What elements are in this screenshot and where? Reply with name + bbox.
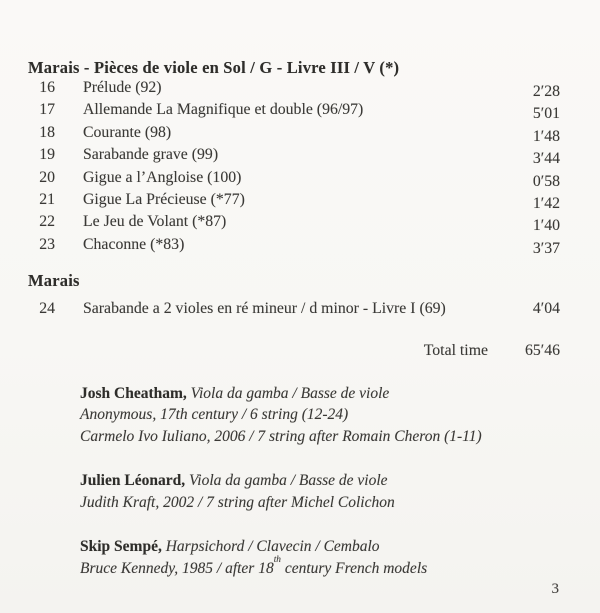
performer-name: Julien Léonard, — [80, 472, 186, 490]
track-number: 20 — [39, 168, 55, 186]
track-number: 23 — [39, 235, 55, 253]
instrument-line: Judith Kraft, 2002 / 7 string after Michel Colichon — [80, 493, 395, 511]
track-time: 2′28 — [532, 83, 560, 100]
instrument-line-post: century French models — [280, 559, 428, 577]
section-heading-livre-iii: Marais - Pièces de viole en Sol / G - Livre III / V (*) — [28, 58, 400, 77]
track-title: Gigue a l’Angloise (100) — [83, 168, 242, 186]
track-number: 18 — [39, 123, 55, 141]
track-title: Sarabande a 2 violes en ré mineur / d minor - Livre I (69) — [83, 300, 446, 318]
performer-role: Harpsichord / Clavecin / Cembalo — [165, 538, 380, 556]
track-title: Gigue La Précieuse (*77) — [83, 191, 245, 209]
performer-role: Viola da gamba / Basse de viole — [188, 472, 388, 490]
performer-role: Viola da gamba / Basse de viole — [190, 384, 390, 402]
track-row — [28, 167, 560, 189]
instrument-line-pre: Bruce Kennedy, 1985 / after 18 — [80, 559, 274, 577]
instrument-line: Anonymous, 17th century / 6 string (12-24) — [80, 406, 349, 424]
credit-headline — [80, 383, 560, 405]
track-title: Courante (98) — [83, 123, 172, 141]
track-title: Chaconne (*83) — [83, 235, 185, 253]
track-row — [28, 99, 560, 121]
credit-headline — [80, 470, 560, 492]
page-number: 3 — [551, 581, 559, 597]
performer-name: Skip Sempé, — [80, 538, 162, 556]
credit-skip-sempe — [80, 536, 560, 579]
credit-julien-leonard — [80, 470, 560, 513]
track-time: 5′01 — [532, 105, 560, 123]
track-row — [28, 122, 560, 144]
section-heading-marais: Marais — [28, 271, 80, 291]
track-title: Prélude (92) — [83, 79, 162, 96]
tracklist-livre-iii — [28, 77, 560, 256]
track-title: Allemande La Magnifique et double (96/97) — [83, 101, 364, 119]
credit-josh-cheatham — [80, 383, 560, 448]
track-number: 24 — [39, 300, 55, 318]
track-title: Sarabande grave (99) — [83, 146, 219, 164]
credits — [80, 383, 560, 580]
track-row — [28, 234, 560, 256]
track-number: 19 — [39, 146, 55, 164]
total-time-row — [28, 341, 560, 361]
track-row — [28, 189, 560, 211]
track-row — [28, 211, 560, 233]
track-row — [28, 298, 560, 320]
performer-name: Josh Cheatham, — [80, 384, 187, 402]
track-title: Le Jeu de Volant (*87) — [83, 213, 227, 231]
credit-headline — [80, 536, 560, 558]
track-time: 1′48 — [532, 127, 560, 145]
track-row — [28, 77, 560, 99]
track-row — [28, 144, 560, 166]
track-time: 0′58 — [532, 172, 560, 190]
ordinal-superscript: th — [273, 555, 281, 566]
track-time: 1′40 — [532, 217, 560, 235]
instrument-line — [80, 555, 560, 580]
instrument-line: Carmelo Ivo Iuliano, 2006 / 7 string after Romain Cheron (1-11) — [80, 427, 482, 445]
track-number: 16 — [39, 79, 55, 96]
track-time: 1′42 — [532, 195, 560, 213]
track-number: 21 — [39, 191, 55, 209]
tracklist-livre-i — [28, 298, 560, 320]
track-time: 3′37 — [532, 239, 560, 257]
total-time-value: 65′46 — [524, 341, 560, 359]
track-time: 4′04 — [532, 300, 560, 318]
track-number: 17 — [39, 101, 55, 119]
track-time: 3′44 — [532, 150, 560, 168]
track-number: 22 — [39, 213, 55, 231]
total-time-label: Total time — [423, 341, 488, 359]
